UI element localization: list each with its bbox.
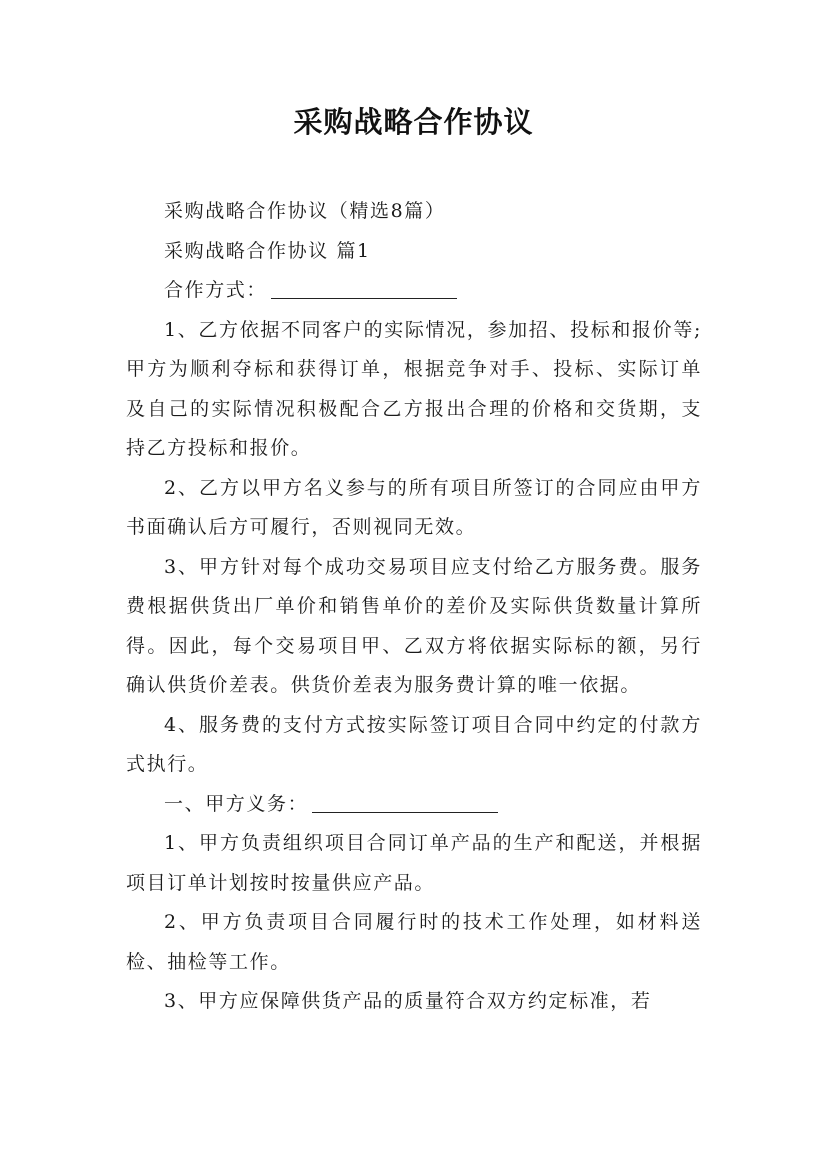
duty-text: 3、甲方应保障供货产品的质量符合双方约定标准，若	[164, 990, 652, 1012]
document-body	[126, 192, 702, 1022]
duty-text: 1、甲方负责组织项目合同订单产品的生产和配送，并根据项目订单计划按时按量供应产品。	[126, 832, 702, 894]
chapter-heading	[126, 232, 702, 272]
clause-text: 3、甲方针对每个成功交易项目应支付给乙方服务费。服务费根据供货出厂单价和销售单价的差价及实际供货数量计算所得。因此，每个交易项目甲、乙双方将依据实际标的额，另行确认供货价差表。供货价差表为服务费计算的唯一依据。	[126, 555, 702, 696]
fill-in-blank	[312, 792, 498, 813]
clause-text: 4、服务费的支付方式按实际签订项目合同中约定的付款方式执行。	[126, 713, 702, 775]
duty-paragraph	[126, 903, 702, 982]
subtitle-text: 采购战略合作协议（精选8篇）	[164, 200, 446, 222]
clause-paragraph	[126, 311, 702, 469]
clause-paragraph	[126, 469, 702, 548]
clause-paragraph	[126, 548, 702, 706]
coop-method-line	[126, 271, 702, 311]
chapter-text: 采购战略合作协议 篇1	[164, 239, 371, 262]
clause-text: 2、乙方以甲方名义参与的所有项目所签订的合同应由甲方书面确认后方可履行，否则视同无效。	[126, 476, 702, 538]
clause-text: 1、乙方依据不同客户的实际情况，参加招、投标和报价等;甲方为顺利夺标和获得订单，根据竞争对手、投标、实际订单及自己的实际情况积极配合乙方报出合理的价格和交货期，支持乙方投标和报价。	[126, 318, 702, 459]
clause-paragraph	[126, 706, 702, 785]
duty-text: 2、甲方负责项目合同履行时的技术工作处理，如材料送检、抽检等工作。	[126, 911, 702, 973]
party-a-duty-line	[126, 785, 702, 825]
duty-paragraph	[126, 982, 702, 1022]
duty-paragraph	[126, 824, 702, 903]
fill-in-blank	[271, 278, 457, 299]
coop-method-label: 合作方式：	[164, 279, 268, 301]
party-a-duty-label: 一、甲方义务：	[164, 792, 309, 815]
document-title: 采购战略合作协议	[293, 105, 534, 139]
subtitle-paragraph	[126, 192, 702, 232]
